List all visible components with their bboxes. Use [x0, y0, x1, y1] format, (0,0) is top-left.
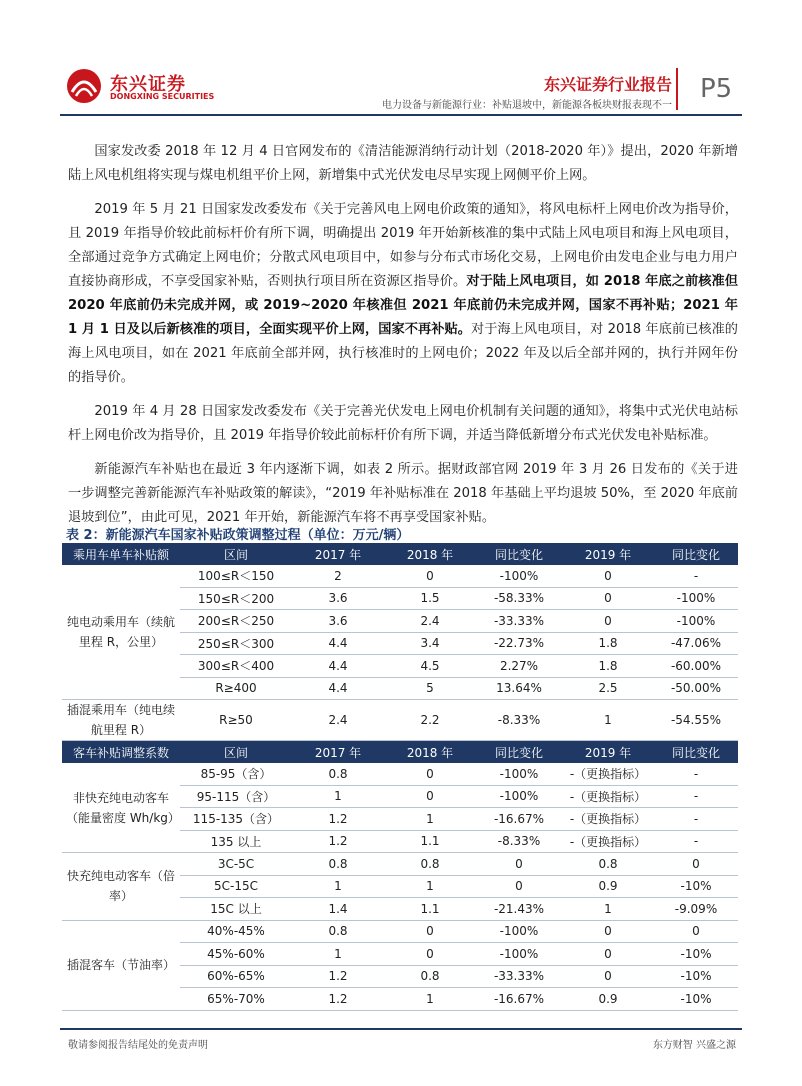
table-cell: 0: [654, 920, 738, 943]
table-cell: 1: [384, 988, 476, 1011]
table-cell: 100≤R＜150: [180, 565, 292, 587]
table-cell: 0.8: [384, 965, 476, 988]
table-cell: -100%: [654, 610, 738, 633]
table-cell: 3.4: [384, 632, 476, 655]
table-cell: 1.2: [292, 965, 384, 988]
table-cell: 0: [384, 920, 476, 943]
header-cell: 同比变化: [476, 543, 562, 565]
table-cell: 2.2: [384, 700, 476, 741]
paragraph: 2019 年 5 月 21 日国家发改委发布《关于完善风电上网电价政策的通知》，将风电标杆上网电价改为指导价，且 2019 年指导价较此前标杆价有所下调，明确提出 2019 年开始新核准的集中式陆上风电项目和海上风电项目，全部通过竞争方式确定上网电价；分散式风电项目中，如参与分布式市场化交易，上网电价由发电企业与电力用户直接协商形成，不享受国家补贴，否则执行项目所在资源区指导价。对于陆上风电项目，如 2018 年底之前核准但 2020 年底前仍未完成并网，或 2019~2020 年核准但 2021 年底前仍未完成并网，国家不再补贴；2021 年 1 月 1 日及以后新核准的项目，全面实现平价上网，国家不再补贴。对于海上风电项目，对 2018 年底前已核准的海上风电项目，如在 2021 年底前全部并网，执行核准时的上网电价；2022 年及以后全部并网的，执行并网年份的指导价。: [68, 202, 738, 385]
header-cell: 区间: [180, 741, 292, 764]
table-cell: 3.6: [292, 587, 384, 610]
table-cell: 0.9: [562, 988, 654, 1011]
table-caption: 表 2：新能源汽车国家补贴政策调整过程（单位：万元/辆）: [66, 528, 410, 543]
footer-slogan: 东方财智 兴盛之源: [652, 1040, 736, 1051]
table-cell: 60%-65%: [180, 965, 292, 988]
table-cell: 2.5: [562, 677, 654, 700]
table-cell: 1.1: [384, 898, 476, 921]
table-cell: 1: [562, 700, 654, 741]
table-cell: 4.4: [292, 677, 384, 700]
table-cell: 1.1: [384, 830, 476, 853]
table-cell: 2.27%: [476, 655, 562, 678]
table-cell: -: [654, 785, 738, 808]
table-cell: -10%: [654, 965, 738, 988]
table-cell: 0.8: [384, 853, 476, 876]
table-cell: 1: [384, 808, 476, 831]
table-cell: 1: [292, 785, 384, 808]
table-cell: 0.8: [562, 853, 654, 876]
header-cell: 乘用车单车补贴额: [62, 543, 180, 565]
logo-text: 东兴证券: [110, 74, 186, 95]
table-cell: -（更换指标）: [562, 763, 654, 785]
table-cell: -10%: [654, 875, 738, 898]
table-cell: R≥400: [180, 677, 292, 700]
table-cell: 40%-45%: [180, 920, 292, 943]
table-cell: -: [654, 808, 738, 831]
table-cell: 0: [562, 965, 654, 988]
table-cell: -33.33%: [476, 610, 562, 633]
table-cell: 0: [654, 853, 738, 876]
table-cell: -8.33%: [476, 830, 562, 853]
header-cell: 2019 年: [562, 543, 654, 565]
table-cell: 0: [562, 610, 654, 633]
table-cell: 300≤R＜400: [180, 655, 292, 678]
table-cell: -16.67%: [476, 988, 562, 1011]
table-cell: 3.6: [292, 610, 384, 633]
table-cell: 1: [562, 898, 654, 921]
table-cell: -: [654, 565, 738, 587]
category-cell: 插混乘用车（纯电续航里程 R）: [62, 700, 180, 741]
header-cell: 2019 年: [562, 741, 654, 764]
paragraph: 2019 年 4 月 28 日国家发改委发布《关于完善光伏发电上网电价机制有关问题的通知》，将集中式光伏电站标杆上网电价改为指导价，且 2019 年指导价较此前标杆价有所下调，并适当降低新增分布式光伏发电补贴标准。: [68, 404, 738, 443]
table-cell: 4.5: [384, 655, 476, 678]
header-cell: 同比变化: [654, 543, 738, 565]
header-cell: 2018 年: [384, 741, 476, 764]
table-cell: -22.73%: [476, 632, 562, 655]
table-cell: 0: [562, 565, 654, 587]
table-cell: 0: [384, 565, 476, 587]
table-cell: 0: [562, 920, 654, 943]
table-cell: -100%: [476, 565, 562, 587]
table-row: [62, 565, 738, 587]
table-cell: 0.8: [292, 763, 384, 785]
table-row: [62, 700, 738, 741]
table-cell: -10%: [654, 943, 738, 966]
subsidy-table: [62, 543, 738, 1011]
table-cell: 0: [476, 853, 562, 876]
paragraph: 国家发改委 2018 年 12 月 4 日官网发布的《清洁能源消纳行动计划（2018-2020 年）》提出，2020 年新增陆上风电机组将实现与煤电机组平价上网，新增集中式光伏发电尽早实现上网侧平价上网。: [68, 144, 738, 183]
table-cell: -100%: [476, 920, 562, 943]
table-cell: -33.33%: [476, 965, 562, 988]
header-divider: [676, 68, 678, 110]
table-cell: 85-95（含）: [180, 763, 292, 785]
header-cell: 区间: [180, 543, 292, 565]
logo-subtext: DONGXING SECURITIES: [110, 92, 215, 101]
table-cell: -54.55%: [654, 700, 738, 741]
table-cell: -: [654, 830, 738, 853]
table-cell: 1.2: [292, 988, 384, 1011]
category-cell: 非快充纯电动客车（能量密度 Wh/kg）: [62, 763, 180, 853]
table-cell: 150≤R＜200: [180, 587, 292, 610]
table-row: [62, 920, 738, 943]
table-cell: -（更换指标）: [562, 808, 654, 831]
table-cell: 135 以上: [180, 830, 292, 853]
header-cell: 同比变化: [654, 741, 738, 764]
table-cell: 0: [562, 943, 654, 966]
table-cell: 1.2: [292, 808, 384, 831]
table-header-row: [62, 741, 738, 764]
table-cell: 1: [384, 875, 476, 898]
table-cell: 1.5: [384, 587, 476, 610]
header-cell: 2017 年: [292, 741, 384, 764]
table-cell: 1.2: [292, 830, 384, 853]
category-cell: 快充纯电动客车（倍率）: [62, 853, 180, 921]
table-cell: -（更换指标）: [562, 830, 654, 853]
table-cell: -9.09%: [654, 898, 738, 921]
header-cell: 同比变化: [476, 741, 562, 764]
header-cell: 客车补贴调整系数: [62, 741, 180, 764]
disclaimer-note: 敬请参阅报告结尾处的免责声明: [68, 1040, 208, 1051]
table-cell: 0.8: [292, 920, 384, 943]
table-cell: 95-115（含）: [180, 785, 292, 808]
category-cell: 插混客车（节油率）: [62, 920, 180, 1010]
table-cell: 200≤R＜250: [180, 610, 292, 633]
table-header-row: [62, 543, 738, 565]
header-cell: 2017 年: [292, 543, 384, 565]
table-cell: 1.8: [562, 632, 654, 655]
category-cell: 纯电动乘用车（续航里程 R，公里）: [62, 565, 180, 700]
page-number: P5: [700, 74, 733, 104]
report-title: 东兴证券行业报告: [543, 75, 672, 94]
table-cell: 15C 以上: [180, 898, 292, 921]
bold-text: 对于陆上风电项目，如 2018 年底之前核准但 2020 年底前仍未完成并网，或 2019~2020 年核准但 2021 年底前仍未完成并网，国家不再补贴；2021 年 1 月 1 日及以后新核准的项目，全面实现平价上网，国家不再补贴。: [68, 274, 738, 337]
table-cell: -16.67%: [476, 808, 562, 831]
table-cell: 0.8: [292, 853, 384, 876]
footer-rule: [60, 1028, 742, 1030]
table-cell: -47.06%: [654, 632, 738, 655]
table-cell: 4.4: [292, 655, 384, 678]
table-cell: 4.4: [292, 632, 384, 655]
header-rule: [60, 114, 742, 116]
table-cell: -21.43%: [476, 898, 562, 921]
table-cell: 0: [384, 943, 476, 966]
table-cell: -: [654, 763, 738, 785]
table-cell: -100%: [654, 587, 738, 610]
table-cell: 1: [292, 943, 384, 966]
table-cell: 250≤R＜300: [180, 632, 292, 655]
table-cell: 0: [562, 587, 654, 610]
table-cell: 3C-5C: [180, 853, 292, 876]
table-cell: 5: [384, 677, 476, 700]
table-cell: 1: [292, 875, 384, 898]
table-cell: R≥50: [180, 700, 292, 741]
table-cell: 1.8: [562, 655, 654, 678]
header-cell: 2018 年: [384, 543, 476, 565]
table-cell: 0.9: [562, 875, 654, 898]
table-cell: 2.4: [384, 610, 476, 633]
table-cell: -（更换指标）: [562, 785, 654, 808]
table-cell: 5C-15C: [180, 875, 292, 898]
table-cell: -58.33%: [476, 587, 562, 610]
table-cell: 1.4: [292, 898, 384, 921]
table-cell: -50.00%: [654, 677, 738, 700]
report-subtitle: 电力设备与新能源行业：补贴退坡中，新能源各板块财报表现不一: [382, 100, 672, 111]
table-cell: -8.33%: [476, 700, 562, 741]
table-cell: -60.00%: [654, 655, 738, 678]
body-text: [68, 140, 738, 540]
table-cell: 0: [384, 763, 476, 785]
table-cell: 13.64%: [476, 677, 562, 700]
table-cell: -100%: [476, 763, 562, 785]
table-cell: 2.4: [292, 700, 384, 741]
table-cell: -10%: [654, 988, 738, 1011]
table-cell: 45%-60%: [180, 943, 292, 966]
table-cell: -100%: [476, 785, 562, 808]
paragraph: 新能源汽车补贴也在最近 3 年内逐渐下调，如表 2 所示。据财政部官网 2019 年 3 月 26 日发布的《关于进一步调整完善新能源汽车补贴政策的解读》，“2019 年补贴标准在 2018 年基础上平均退坡 50%，至 2020 年底前退坡到位”，由此可见，2021 年开始，新能源汽车将不再享受国家补贴。: [68, 462, 738, 525]
table-cell: 0: [476, 875, 562, 898]
table-row: [62, 853, 738, 876]
table-cell: 2: [292, 565, 384, 587]
table-row: [62, 763, 738, 785]
table-cell: 65%-70%: [180, 988, 292, 1011]
table-cell: 0: [384, 785, 476, 808]
table-cell: -100%: [476, 943, 562, 966]
table-cell: 115-135（含）: [180, 808, 292, 831]
